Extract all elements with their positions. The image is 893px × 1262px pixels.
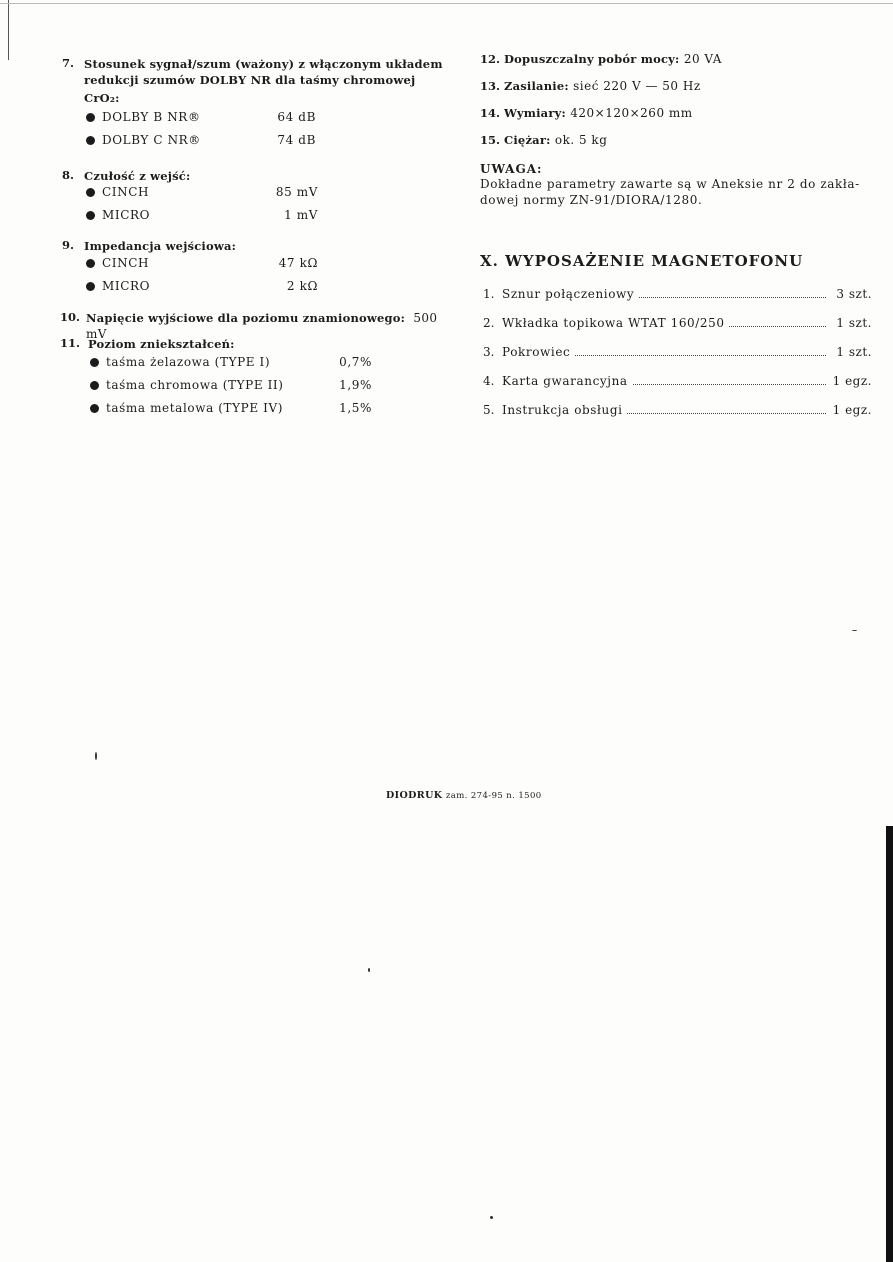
bullet-icon bbox=[86, 259, 95, 268]
spec-12 bbox=[480, 46, 872, 73]
spec-14 bbox=[480, 100, 872, 127]
equipment-number: 1. bbox=[483, 287, 495, 301]
scan-speck bbox=[852, 630, 857, 631]
spec-7 bbox=[62, 56, 452, 168]
right-column bbox=[480, 46, 872, 425]
footer-brand: DIODRUK bbox=[386, 790, 443, 801]
note-line: dowej normy ZN-91/DIORA/1280. bbox=[480, 193, 703, 207]
spec-number: 10. bbox=[60, 310, 81, 324]
equipment-number: 3. bbox=[483, 345, 495, 359]
equipment-qty: 1 szt. bbox=[834, 309, 872, 338]
spec-label: Zasilanie: bbox=[504, 79, 569, 93]
spec-number: 11. bbox=[60, 336, 81, 350]
scan-edge-right bbox=[886, 826, 893, 1262]
spec-row-label: DOLBY B NR® bbox=[102, 110, 201, 124]
bullet-icon bbox=[86, 113, 95, 122]
spec-row bbox=[66, 351, 452, 374]
spec-8 bbox=[62, 168, 452, 238]
spec-row-label: taśma chromowa (TYPE II) bbox=[106, 378, 284, 392]
bullet-icon bbox=[90, 404, 99, 413]
scan-edge-top bbox=[0, 3, 893, 4]
note-line: Dokładne parametry zawarte są w Aneksie nr 2 do zakła- bbox=[480, 177, 860, 191]
equipment-qty: 1 szt. bbox=[834, 338, 872, 367]
spec-value: 500 mV bbox=[86, 311, 438, 341]
spec-row-label: MICRO bbox=[102, 279, 151, 293]
equipment-item bbox=[480, 396, 872, 425]
spec-number: 7. bbox=[62, 56, 75, 70]
spec-value: 20 VA bbox=[683, 52, 722, 66]
spec-row-value: 74 dB bbox=[277, 133, 316, 147]
spec-title-text: Napięcie wyjściowe dla poziomu znamionowego: bbox=[86, 311, 406, 325]
equipment-label: Wkładka topikowa WTAT 160/250 bbox=[502, 309, 729, 338]
spec-row-value: 64 dB bbox=[277, 110, 316, 124]
equipment-label: Instrukcja obsługi bbox=[502, 396, 627, 425]
equipment-number: 5. bbox=[483, 403, 495, 417]
scan-speck bbox=[95, 752, 97, 760]
spec-10 bbox=[60, 310, 452, 341]
scan-speck bbox=[490, 1216, 493, 1219]
spec-row bbox=[62, 129, 452, 152]
spec-number: 15. bbox=[480, 133, 501, 147]
spec-row-value: 1,5% bbox=[339, 401, 372, 415]
bullet-icon bbox=[86, 136, 95, 145]
spec-value: sieć 220 V — 50 Hz bbox=[573, 79, 701, 93]
printer-footer bbox=[386, 790, 542, 801]
spec-label: Wymiary: bbox=[504, 106, 566, 120]
spec-title-line: Stosunek sygnał/szum (ważony) z włączonym układem bbox=[84, 57, 443, 71]
spec-row-label: CINCH bbox=[102, 256, 150, 270]
spec-number: 9. bbox=[62, 238, 75, 252]
spec-row-value: 2 kΩ bbox=[286, 279, 318, 293]
note-body bbox=[480, 176, 872, 208]
scan-edge-left bbox=[8, 0, 9, 60]
spec-number: 12. bbox=[480, 52, 501, 66]
spec-subtitle: CrO₂: bbox=[84, 91, 120, 105]
spec-13 bbox=[480, 73, 872, 100]
spec-row-value: 1,9% bbox=[339, 378, 372, 392]
equipment-item bbox=[480, 309, 872, 338]
spec-title bbox=[84, 56, 452, 106]
equipment-item bbox=[480, 338, 872, 367]
spec-row-label: DOLBY C NR® bbox=[102, 133, 201, 147]
bullet-icon bbox=[86, 282, 95, 291]
spec-title: Czułość z wejść: bbox=[84, 169, 191, 183]
spec-row bbox=[62, 106, 452, 129]
spec-row-value: 85 mV bbox=[275, 185, 318, 199]
spec-11 bbox=[62, 336, 452, 426]
spec-title: Poziom zniekształceń: bbox=[88, 337, 235, 351]
spec-row bbox=[62, 204, 452, 227]
equipment-label: Pokrowiec bbox=[502, 338, 574, 367]
equipment-qty: 3 szt. bbox=[834, 280, 872, 309]
bullet-icon bbox=[90, 358, 99, 367]
spec-row bbox=[62, 181, 452, 204]
left-column bbox=[62, 56, 452, 426]
spec-value: ok. 5 kg bbox=[554, 133, 608, 147]
spec-row bbox=[62, 252, 452, 275]
spec-value: 420×120×260 mm bbox=[570, 106, 693, 120]
bullet-icon bbox=[86, 188, 95, 197]
equipment-qty: 1 egz. bbox=[831, 396, 872, 425]
spec-row-label: CINCH bbox=[102, 185, 150, 199]
section-title: X. WYPOSAŻENIE MAGNETOFONU bbox=[480, 252, 804, 270]
equipment-label: Sznur połączeniowy bbox=[502, 280, 638, 309]
note-title: UWAGA: bbox=[480, 162, 543, 176]
spec-row-value: 0,7% bbox=[339, 355, 372, 369]
spec-row bbox=[66, 374, 452, 397]
spec-row-label: MICRO bbox=[102, 208, 151, 222]
spec-label: Ciężar: bbox=[504, 133, 551, 147]
equipment-qty: 1 egz. bbox=[831, 367, 872, 396]
scan-speck bbox=[368, 968, 370, 972]
spec-15 bbox=[480, 127, 872, 154]
spec-number: 14. bbox=[480, 106, 501, 120]
spec-row-value: 1 mV bbox=[284, 208, 318, 222]
spec-row-label: taśma metalowa (TYPE IV) bbox=[106, 401, 283, 415]
spec-row bbox=[62, 275, 452, 298]
spec-number: 8. bbox=[62, 168, 75, 182]
equipment-number: 4. bbox=[483, 374, 495, 388]
spec-number: 13. bbox=[480, 79, 501, 93]
spec-row-value: 47 kΩ bbox=[278, 256, 318, 270]
equipment-item bbox=[480, 367, 872, 396]
footer-text: zam. 274-95 n. 1500 bbox=[445, 791, 542, 801]
spec-title-line: redukcji szumów DOLBY NR dla taśmy chromowej bbox=[84, 73, 416, 87]
equipment-item bbox=[480, 280, 872, 309]
bullet-icon bbox=[86, 211, 95, 220]
spec-title: Impedancja wejściowa: bbox=[84, 239, 237, 253]
spec-label: Dopuszczalny pobór mocy: bbox=[504, 52, 680, 66]
bullet-icon bbox=[90, 381, 99, 390]
equipment-label: Karta gwarancyjna bbox=[502, 367, 632, 396]
spec-row bbox=[66, 397, 452, 420]
spec-9 bbox=[62, 238, 452, 310]
equipment-number: 2. bbox=[483, 316, 495, 330]
spec-row-label: taśma żelazowa (TYPE I) bbox=[106, 355, 271, 369]
